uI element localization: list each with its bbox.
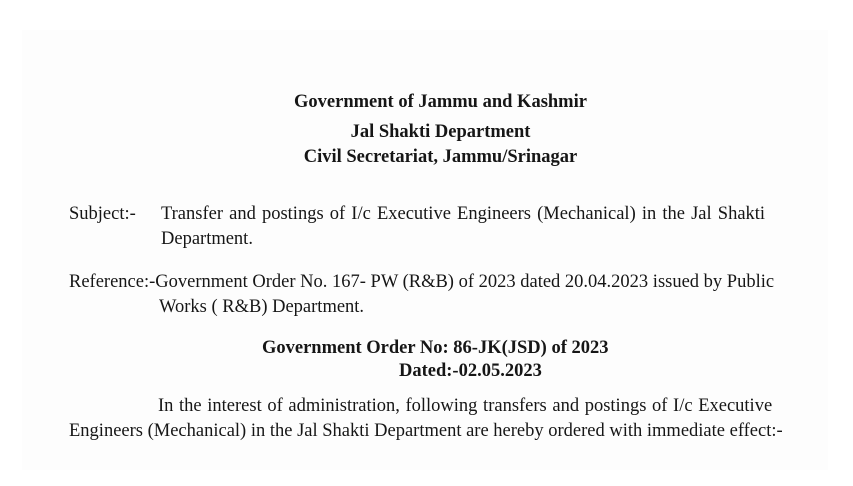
subject-text-line2: Department.	[161, 229, 253, 249]
reference-line1: Reference:-Government Order No. 167- PW (R&B) of 2023 dated 20.04.2023 issued by Public	[69, 272, 775, 292]
subject-label: Subject:-	[69, 204, 136, 224]
reference-line2: Works ( R&B) Department.	[159, 297, 365, 317]
header-government: Government of Jammu and Kashmir	[294, 92, 587, 112]
header-secretariat: Civil Secretariat, Jammu/Srinagar	[303, 147, 578, 167]
header-department: Jal Shakti Department	[350, 122, 531, 142]
body-paragraph-line2: Engineers (Mechanical) in the Jal Shakti Department are hereby ordered with immediate effect:-	[69, 421, 783, 441]
order-date: Dated:-02.05.2023	[399, 361, 542, 381]
subject-text-line1: Transfer and postings of I/c Executive Engineers (Mechanical) in the Jal Shakti	[161, 204, 766, 224]
body-paragraph-line1: In the interest of administration, following transfers and postings of I/c Executive	[158, 396, 773, 416]
order-number: Government Order No: 86-JK(JSD) of 2023	[262, 338, 609, 358]
